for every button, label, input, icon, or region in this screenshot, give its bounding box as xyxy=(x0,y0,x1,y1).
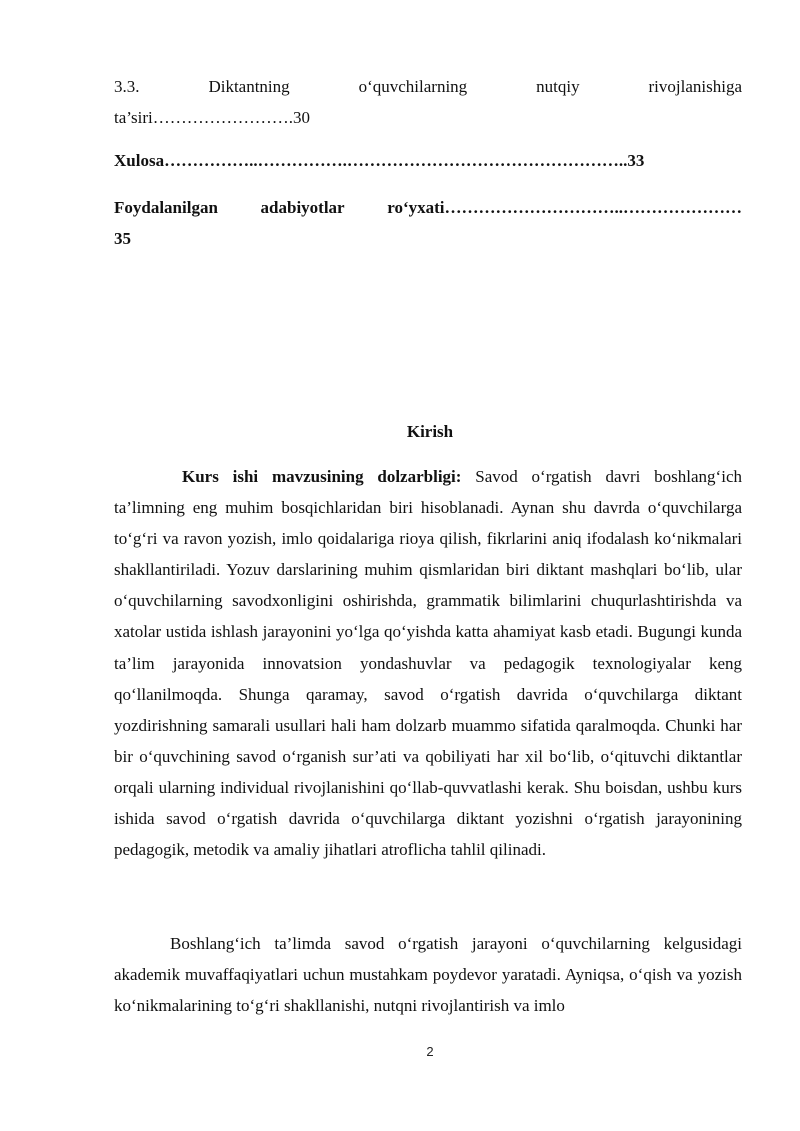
toc-entry-word: rivojlanishiga xyxy=(648,77,742,96)
paragraph-dolzarblik xyxy=(114,461,742,865)
toc-entry-word: nutqiy xyxy=(536,77,580,96)
paragraph-savod: Boshlang‘ich ta’limda savod o‘rgatish jarayoni o‘quvchilarning kelgusidagi akademik muvaffaqiyatlari uchun mustahkam poydevor yaratadi. Ayniqsa, o‘qish va yozish ko‘nikmalarining to‘g‘ri shakllanishi, nutqni rivojlantirish va imlo xyxy=(114,934,742,1016)
page-number: 2 xyxy=(426,1044,434,1059)
toc-entry-word: ro‘yxati…………………………..………………… xyxy=(387,198,742,217)
toc-entry-3-3-line xyxy=(114,72,742,103)
toc-entry-number: 3.3. xyxy=(114,77,140,96)
paragraph-lead: Kurs ishi mavzusining dolzarbligi: xyxy=(182,467,462,486)
toc-entry-3-3 xyxy=(114,72,742,133)
section-heading: Kirish xyxy=(406,422,454,441)
toc-entry-word: Foydalanilgan xyxy=(114,198,218,217)
toc-entry-3-3-continuation: ta’siri…………………….30 xyxy=(114,107,310,127)
toc-entry-word: Diktantning xyxy=(208,77,290,96)
toc-entry-word: adabiyotlar xyxy=(260,198,345,217)
toc-entry-xulosa: Xulosa……………..…………….…………………………………………..33 xyxy=(114,151,645,170)
toc-entry-word: o‘quvchilarning xyxy=(358,77,468,96)
toc-entry-adabiyotlar-line xyxy=(114,193,742,224)
toc-entry-page: 35 xyxy=(114,228,131,248)
paragraph-body: Savod o‘rgatish davri boshlang‘ich ta’limning eng muhim bosqichlaridan biri hisoblanadi. Aynan shu davrda o‘quvchilarga to‘g‘ri va ravon yozish, imlo qoidalariga rioya qilish, fikrlarini aniq ifodalash ko‘nikmalari shakllantiriladi. Yozuv darslarining muhim qismlaridan biri diktant mashqlari bo‘lib, ular o‘quvchilarning savodxonligini oshirishda, grammatik bilimlarini chuqurlashtirishda va xatolar ustida ishlash jarayonini yo‘lga qo‘yishda katta ahamiyat kasb etadi. Bugungi kunda ta’lim jarayonida innovatsion yondashuvlar va pedagogik texnologiyalar keng qo‘llanilmoqda. Shunga qaramay, savod o‘rgatish davrida o‘quvchilarga diktant yozdirishning samarali usullari hali ham dolzarb muammo sifatida qaralmoqda. Chunki har bir o‘quvchining savod o‘rganish sur’ati va qobiliyati har xil bo‘lib, o‘qituvchi diktantlar orqali ularning individual rivojlanishini qo‘llab-quvvatlashi kerak. Shu boisdan, ushbu kurs ishida savod o‘rgatish davrida o‘quvchilarga diktant yozishni o‘rgatish jarayonining pedagogik, metodik va amaliy jihatlari atroflicha tahlil qilinadi. xyxy=(114,467,742,860)
toc-entry-adabiyotlar xyxy=(114,193,742,254)
